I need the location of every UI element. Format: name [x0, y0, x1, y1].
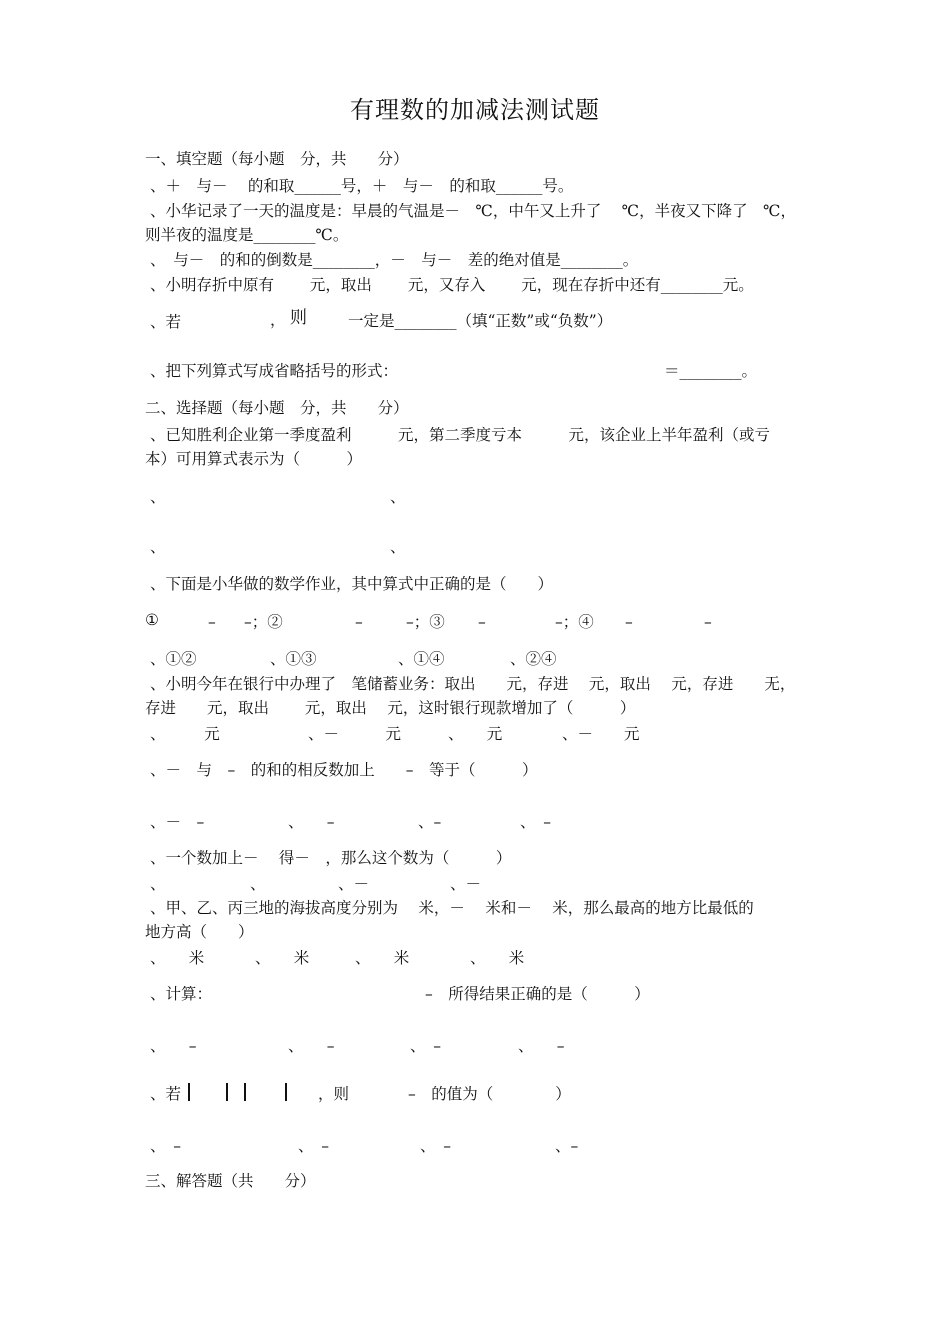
- s2-q3-option-d: 、－ 元: [562, 725, 640, 743]
- s2-question-8-prefix: 、若: [150, 1085, 182, 1103]
- s2-q5-option-a: 、: [150, 875, 166, 893]
- s2-q6-option-b: 、 米: [255, 949, 310, 967]
- s2-q2-item: –: [704, 613, 712, 631]
- s2-q2-item: –: [478, 613, 486, 631]
- s2-q5-option-b: 、: [250, 875, 266, 893]
- s2-q2-item: –；③: [406, 613, 445, 631]
- s1-question-5-then: 则: [290, 308, 307, 328]
- s1-question-3: 、 与－ 的和的倒数是________，－ 与－ 差的绝对值是________。: [150, 251, 639, 269]
- s2-q1-option-b: 、: [390, 488, 406, 506]
- section3-heading: 三、解答题（共 分）: [145, 1172, 316, 1190]
- s2-q2-item: ①: [145, 611, 159, 629]
- absolute-value-bar: [188, 1083, 190, 1101]
- s2-q5-option-d: 、－: [450, 875, 482, 893]
- absolute-value-bar: [244, 1083, 246, 1101]
- s2-q2-option-d: 、②④: [510, 650, 557, 668]
- s2-question-8-suffix: – 的值为（ ）: [408, 1085, 571, 1103]
- s1-question-2-line1: 、小华记录了一天的温度是：早晨的气温是－ ℃，中午又上升了 ℃，半夜又下降了 ℃，: [150, 202, 796, 220]
- s2-question-3-line2: 存进 元，取出 元，取出 元，这时银行现款增加了（ ）: [145, 699, 636, 717]
- s1-question-5-comma: ，: [270, 311, 286, 329]
- s2-q2-item: –；②: [244, 613, 283, 631]
- s2-question-7-prefix: 、计算：: [150, 985, 213, 1003]
- s2-q6-option-c: 、 米: [355, 949, 410, 967]
- s2-q6-option-a: 、 米: [150, 949, 205, 967]
- s1-question-6-prefix: 、把下列算式写成省略括号的形式：: [150, 362, 399, 380]
- s2-q1-option-c: 、: [150, 538, 166, 556]
- document-title: 有理数的加减法测试题: [350, 96, 600, 124]
- s2-question-5: 、一个数加上－ 得－ ，那么这个数为（ ）: [150, 849, 512, 867]
- s1-question-5-prefix: 、若: [150, 313, 182, 331]
- s2-q2-item: –；④: [555, 613, 594, 631]
- s2-question-4: 、－ 与 – 的和的相反数加上 – 等于（ ）: [150, 761, 538, 779]
- section1-heading: 一、填空题（每小题 分，共 分）: [145, 150, 409, 168]
- s2-question-7-suffix: – 所得结果正确的是（ ）: [425, 985, 650, 1003]
- s2-question-3-line1: 、小明今年在银行中办理了 笔储蓄业务：取出 元，存进 元，取出 元，存进 无，: [150, 675, 796, 693]
- s2-q3-option-c: 、 元: [448, 725, 503, 743]
- s2-q4-option-a: 、－ –: [150, 813, 205, 831]
- s2-question-2: 、下面是小华做的数学作业，其中算式中正确的是（ ）: [150, 575, 554, 593]
- s2-q2-item: –: [208, 613, 216, 631]
- s2-q8-option-c: 、 –: [420, 1137, 452, 1155]
- absolute-value-bar: [285, 1083, 287, 1101]
- s2-q7-option-d: 、 –: [518, 1037, 565, 1055]
- s2-q8-option-a: 、 –: [150, 1137, 182, 1155]
- s1-question-6-answer: ＝________。: [664, 362, 758, 380]
- s2-q2-option-c: 、①④: [398, 650, 445, 668]
- s2-q2-option-b: 、①③: [270, 650, 317, 668]
- s2-q2-item: –: [625, 613, 633, 631]
- s2-q8-option-b: 、 –: [298, 1137, 330, 1155]
- s2-q8-option-d: 、–: [555, 1137, 579, 1155]
- s2-question-6-line2: 地方高（ ）: [145, 923, 254, 941]
- section2-heading: 二、选择题（每小题 分，共 分）: [145, 399, 409, 417]
- s1-question-1: 、＋ 与－ 的和取______号，＋ 与－ 的和取______号。: [150, 177, 574, 195]
- s2-q3-option-a: 、 元: [150, 725, 220, 743]
- s2-question-8-then: ，则: [318, 1085, 350, 1103]
- s2-q7-option-a: 、 –: [150, 1037, 197, 1055]
- s2-q7-option-b: 、 –: [288, 1037, 335, 1055]
- s2-q2-option-a: 、①②: [150, 650, 197, 668]
- s1-question-5-suffix: 一定是________（填“正数”或“负数”）: [348, 312, 613, 330]
- absolute-value-bar: [226, 1083, 228, 1101]
- s2-q1-option-a: 、: [150, 488, 166, 506]
- s2-question-1-line1: 、已知胜利企业第一季度盈利 元，第二季度亏本 元，该企业上半年盈利（或亏: [150, 426, 771, 444]
- s1-question-2-line2: 则半夜的温度是________℃。: [145, 226, 349, 244]
- s2-q7-option-c: 、 –: [410, 1037, 442, 1055]
- s2-q5-option-c: 、－: [338, 875, 370, 893]
- s2-q1-option-d: 、: [390, 538, 406, 556]
- s2-question-6-line1: 、甲、乙、丙三地的海拔高度分别为 米，－ 米和－ 米，那么最高的地方比最低的: [150, 899, 754, 917]
- s2-question-1-line2: 本）可用算式表示为（ ）: [145, 450, 363, 468]
- s2-q2-item: –: [355, 613, 363, 631]
- s2-q3-option-b: 、－ 元: [308, 725, 402, 743]
- s1-question-4: 、小明存折中原有 元，取出 元，又存入 元，现在存折中还有________元。: [150, 276, 754, 294]
- s2-q4-option-b: 、 –: [288, 813, 335, 831]
- s2-q4-option-d: 、 –: [520, 813, 552, 831]
- s2-q6-option-d: 、 米: [470, 949, 525, 967]
- s2-q4-option-c: 、–: [418, 813, 442, 831]
